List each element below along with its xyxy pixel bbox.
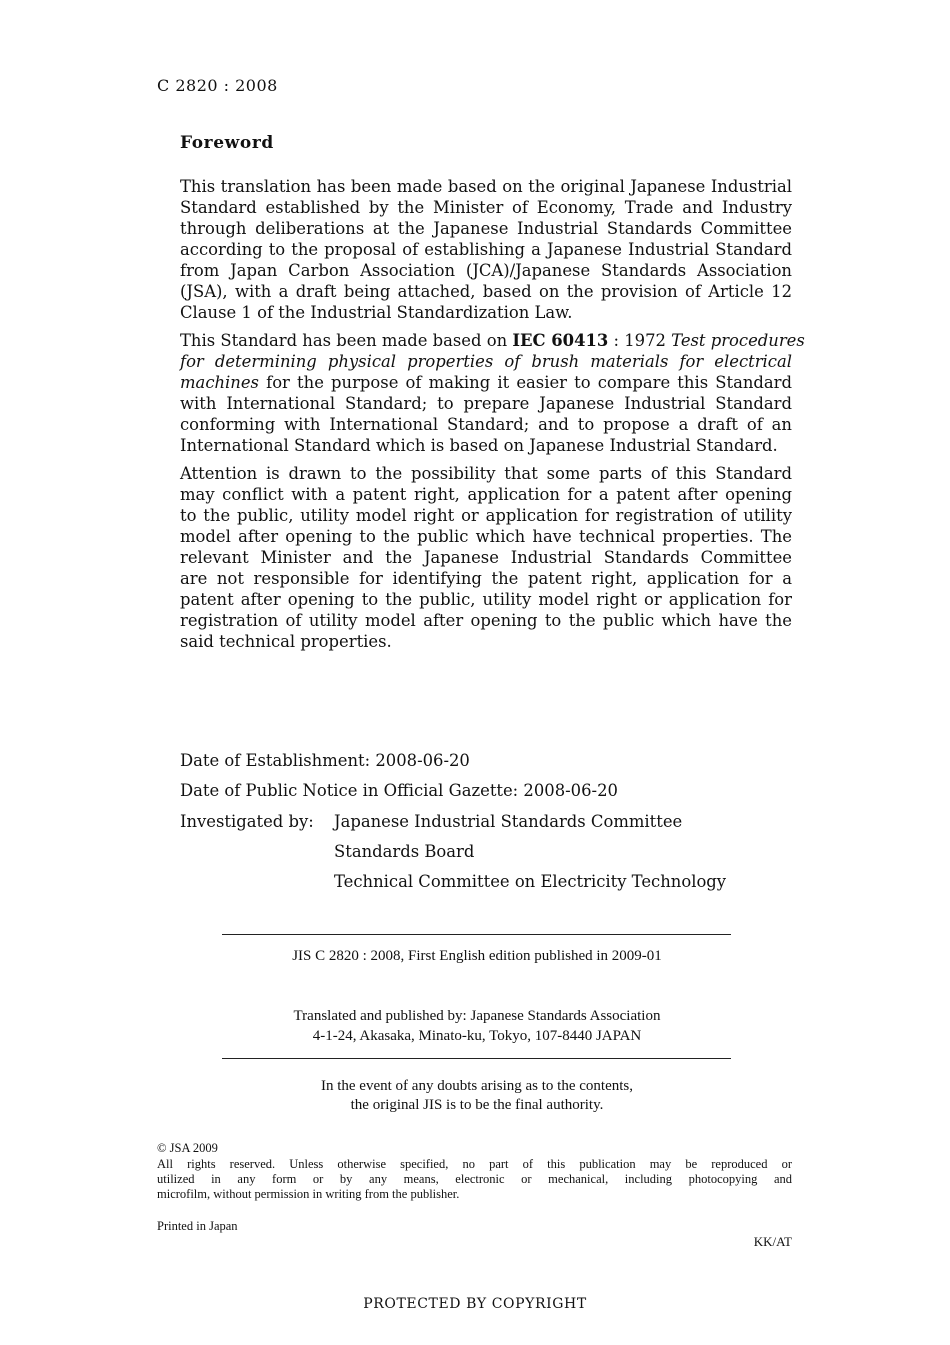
rights-line: microfilm, without permission in writing from the publisher. bbox=[157, 1187, 460, 1201]
document-number: C 2820 : 2008 bbox=[157, 76, 278, 95]
paragraph-translation-basis bbox=[180, 176, 792, 323]
date-of-public-notice: Date of Public Notice in Official Gazette: 2008-06-20 bbox=[180, 781, 618, 800]
text-line: International Standard which is based on Japanese Industrial Standard. bbox=[180, 436, 778, 455]
text-line: (JSA), with a draft being attached, based on the provision of Article 12 bbox=[180, 282, 792, 301]
paragraph-patent-notice bbox=[180, 463, 792, 652]
divider-top bbox=[222, 934, 731, 935]
text-line: according to the proposal of establishing a Japanese Industrial Standard bbox=[180, 240, 792, 259]
text-line: registration of utility model after opening to the public which have the bbox=[180, 611, 792, 630]
text-line: are not responsible for identifying the patent right, application for a bbox=[180, 569, 792, 588]
rights-line: utilized in any form or by any means, electronic or mechanical, including photocopying and bbox=[157, 1172, 792, 1186]
paragraph-iec-basis bbox=[180, 330, 805, 456]
text-line: Attention is drawn to the possibility that some parts of this Standard bbox=[180, 464, 792, 483]
foreword-body bbox=[180, 176, 805, 659]
iec-title: for determining physical properties of brush materials for electrical bbox=[180, 352, 792, 371]
text-line: relevant Minister and the Japanese Industrial Standards Committee bbox=[180, 548, 792, 567]
protected-by-copyright: PROTECTED BY COPYRIGHT bbox=[363, 1296, 587, 1312]
text-segment: : 1972 bbox=[608, 331, 672, 350]
investigated-by-technical-committee: Technical Committee on Electricity Technology bbox=[334, 872, 727, 891]
text-segment: for the purpose of making it easier to compare this Standard bbox=[258, 373, 792, 392]
text-line: Clause 1 of the Industrial Standardization Law. bbox=[180, 303, 573, 322]
text-segment: This Standard has been made based on bbox=[180, 331, 513, 350]
translated-by: Translated and published by: Japanese Standards Association bbox=[293, 1008, 661, 1024]
text-line: said technical properties. bbox=[180, 632, 392, 651]
text-line: may conflict with a patent right, application for a patent after opening bbox=[180, 485, 792, 504]
text-line: Standard established by the Minister of Economy, Trade and Industry bbox=[180, 198, 792, 217]
date-of-establishment: Date of Establishment: 2008-06-20 bbox=[180, 751, 470, 770]
text-line bbox=[180, 351, 792, 372]
publisher-address: 4-1-24, Akasaka, Minato-ku, Tokyo, 107-8440 JAPAN bbox=[312, 1028, 642, 1044]
edition-statement: JIS C 2820 : 2008, First English edition published in 2009-01 bbox=[292, 948, 662, 964]
text-line: to the public, utility model right or application for registration of utility bbox=[180, 506, 792, 525]
text-line bbox=[180, 330, 805, 351]
text-line: This translation has been made based on the original Japanese Industrial bbox=[180, 177, 792, 196]
text-line: conforming with International Standard; and to propose a draft of an bbox=[180, 415, 792, 434]
text-line bbox=[180, 372, 792, 393]
authority-notice-line2: the original JIS is to be the final authority. bbox=[350, 1097, 604, 1113]
iec-title: Test procedures bbox=[671, 331, 805, 350]
divider-bottom bbox=[222, 1058, 731, 1059]
foreword-title: Foreword bbox=[180, 133, 274, 153]
text-line: with International Standard; to prepare Japanese Industrial Standard bbox=[180, 394, 792, 413]
text-line: through deliberations at the Japanese Industrial Standards Committee bbox=[180, 219, 792, 238]
authority-notice-line1: In the event of any doubts arising as to the contents, bbox=[320, 1078, 633, 1094]
document-code: KK/AT bbox=[753, 1234, 792, 1249]
investigated-by-label: Investigated by: bbox=[180, 812, 314, 831]
text-line: patent after opening to the public, utility model right or application for bbox=[180, 590, 792, 609]
copyright-mark: © JSA 2009 bbox=[157, 1141, 218, 1155]
iec-reference: IEC 60413 bbox=[512, 331, 609, 350]
investigated-by-board: Standards Board bbox=[334, 842, 475, 861]
iec-title: machines bbox=[180, 373, 259, 392]
text-line: from Japan Carbon Association (JCA)/Japanese Standards Association bbox=[180, 261, 792, 280]
rights-line: All rights reserved. Unless otherwise specified, no part of this publication may be reproduced or bbox=[157, 1157, 792, 1171]
printed-in: Printed in Japan bbox=[157, 1219, 238, 1233]
investigated-by-committee: Japanese Industrial Standards Committee bbox=[334, 812, 683, 831]
text-line: model after opening to the public which have technical properties. The bbox=[180, 527, 792, 546]
